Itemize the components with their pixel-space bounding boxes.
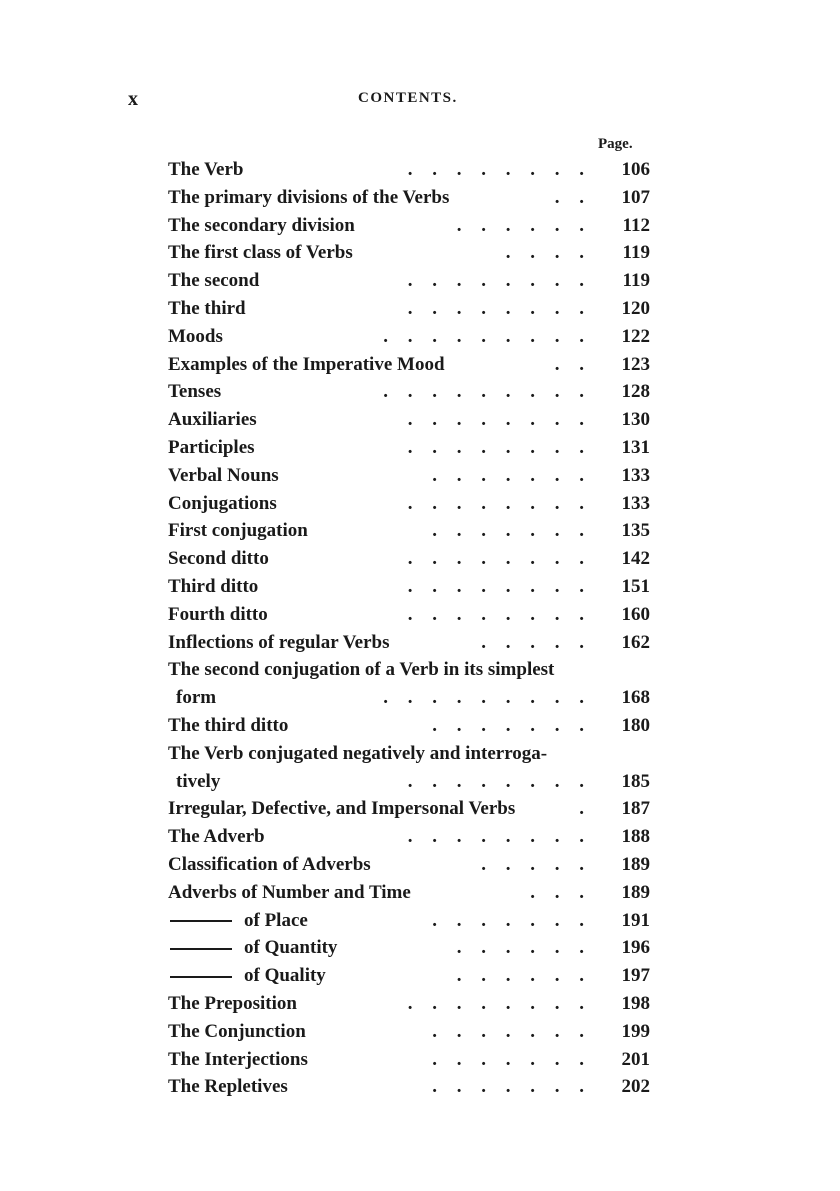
toc-entry — [168, 656, 658, 684]
toc-entry-title — [168, 1046, 308, 1074]
dot-leader: . . . — [530, 881, 584, 903]
dot-leader: . . — [554, 186, 584, 208]
toc-entry-page: 120 — [621, 297, 650, 319]
toc-entry-title — [168, 156, 244, 184]
toc-entry-label: The Adverb — [168, 826, 265, 848]
dot-leader: . . . . . . . . — [407, 770, 584, 792]
toc-entry-title — [168, 879, 411, 907]
toc-entry-title — [168, 740, 547, 768]
toc-entry-page: 128 — [621, 381, 650, 403]
toc-entry-title — [168, 378, 221, 406]
toc-entry-label: of Quantity — [244, 937, 338, 959]
toc-entry-page: 189 — [621, 853, 650, 875]
toc-entry — [168, 1073, 658, 1101]
toc-entry-page: 191 — [621, 909, 650, 931]
toc-entry-label: Verbal Nouns — [168, 464, 279, 486]
toc-entry — [168, 768, 658, 796]
toc-entry-label: Moods — [168, 325, 223, 347]
toc-entry — [168, 990, 658, 1018]
toc-entry — [168, 684, 658, 712]
running-head: CONTENTS. — [358, 90, 458, 106]
toc-entry — [168, 712, 658, 740]
toc-entry-title — [168, 851, 371, 879]
toc-entry-label: form — [176, 687, 217, 709]
page-header — [128, 88, 688, 114]
toc-entry-page: 201 — [621, 1048, 650, 1070]
dot-leader: . . . . . . . . — [407, 826, 584, 848]
page-number: x — [128, 88, 138, 110]
toc-entry-title — [168, 656, 554, 684]
ditto-dash — [170, 920, 232, 922]
toc-entry-page: 122 — [621, 325, 650, 347]
toc-entry-title — [168, 462, 279, 490]
dot-leader: . . . . . . — [456, 937, 584, 959]
toc-entry — [168, 378, 658, 406]
toc-entry-title — [168, 629, 390, 657]
toc-entry-page: 198 — [621, 992, 650, 1014]
toc-entry — [168, 323, 658, 351]
toc-entry — [168, 267, 658, 295]
toc-entry-title — [168, 351, 445, 379]
toc-entry-label: Third ditto — [168, 575, 259, 597]
toc-entry-page: 106 — [621, 159, 650, 180]
toc-entry-title — [168, 239, 353, 267]
toc-entry-title — [168, 795, 515, 823]
toc-entry-label: Adverbs of Number and Time — [168, 881, 411, 903]
dot-leader: . . . . . . . . . — [383, 381, 584, 403]
toc-entry-title — [168, 601, 268, 629]
toc-entry-page: 151 — [621, 575, 650, 597]
toc-entry — [168, 851, 658, 879]
toc-entry-title — [168, 212, 355, 240]
toc-entry-page: 168 — [621, 687, 650, 709]
toc-entry — [168, 490, 658, 518]
toc-entry-label: Auxiliaries — [168, 409, 257, 431]
toc-entry-title — [168, 406, 257, 434]
toc-entry-label: of Place — [244, 909, 308, 931]
toc-entry-title — [168, 1018, 306, 1046]
toc-entry-label: Inflections of regular Verbs — [168, 631, 390, 653]
toc-entry-label: The secondary division — [168, 214, 355, 236]
toc-entry — [168, 740, 658, 768]
toc-entry-page: 133 — [621, 492, 650, 514]
toc-entry-page: 196 — [621, 937, 650, 959]
dot-leader: . . . . . — [481, 631, 584, 653]
toc-entry-page: 185 — [621, 770, 650, 792]
dot-leader: . . . . . . . — [432, 520, 584, 542]
toc-entry — [168, 462, 658, 490]
toc-entry-label: Tenses — [168, 381, 222, 403]
toc-entry-label: Second ditto — [168, 548, 269, 570]
toc-entry-label: First conjugation — [168, 520, 308, 542]
toc-entry-page: 130 — [621, 409, 650, 431]
toc-entry-page: 112 — [622, 214, 650, 236]
dot-leader: . . . . . . — [456, 965, 584, 987]
toc-entry-title — [168, 490, 277, 518]
toc-entry-page: 107 — [621, 186, 650, 208]
toc-entry-label: The Preposition — [168, 992, 297, 1014]
toc-entry — [168, 239, 658, 267]
dot-leader: . . . . . . . — [432, 1048, 584, 1070]
toc-entry — [168, 573, 658, 601]
toc-entry-page: 160 — [621, 603, 650, 625]
dot-leader: . . . . . . . . — [407, 297, 584, 319]
toc-entry-title — [168, 712, 288, 740]
dot-leader: . . . . . . . . — [407, 548, 584, 570]
toc-entry-page: 199 — [621, 1020, 650, 1042]
dot-leader: . . . . . . . . — [407, 159, 584, 180]
dot-leader: . . . . . . . . — [407, 603, 584, 625]
toc-entry-page: 135 — [621, 520, 650, 542]
toc-entry — [168, 879, 658, 907]
dot-leader: . . . . . . . . . — [383, 325, 584, 347]
toc-entry-title — [168, 962, 326, 990]
toc-entry — [168, 184, 658, 212]
toc-entry-page: 133 — [621, 464, 650, 486]
toc-entry-label: The second — [168, 270, 260, 292]
toc-entry — [168, 1046, 658, 1074]
dot-leader: . . . . . . . . — [407, 409, 584, 431]
toc-entry-page: 189 — [621, 881, 650, 903]
toc-entry-page: 202 — [621, 1076, 650, 1098]
toc-entry-page: 162 — [621, 631, 650, 653]
toc-entry-title — [176, 684, 216, 712]
toc-entry-label: The second conjugation of a Verb in its simplest — [168, 659, 555, 681]
toc-entry — [168, 907, 658, 935]
toc-entry-title — [168, 323, 223, 351]
toc-entry-title — [168, 823, 265, 851]
toc-entry-label: The Verb — [168, 159, 244, 180]
toc-entry-label: The Interjections — [168, 1048, 308, 1070]
dot-leader: . . . . . . . . . — [383, 687, 584, 709]
toc-entry-title — [168, 545, 269, 573]
toc-entry — [168, 1018, 658, 1046]
table-of-contents — [168, 156, 658, 1101]
toc-entry-title — [168, 517, 308, 545]
dot-leader: . — [579, 798, 584, 820]
toc-entry-page: 131 — [621, 436, 650, 458]
dot-leader: . . . . . . . — [432, 1076, 584, 1098]
dot-leader: . . — [554, 353, 584, 375]
toc-entry-label: Conjugations — [168, 492, 277, 514]
dot-leader: . . . . — [505, 242, 584, 264]
toc-entry-page: 123 — [621, 353, 650, 375]
toc-entry — [168, 934, 658, 962]
dot-leader: . . . . . . . — [432, 1020, 584, 1042]
ditto-dash — [170, 948, 232, 950]
toc-entry — [168, 545, 658, 573]
toc-entry-title — [168, 573, 258, 601]
toc-entry-page: 119 — [622, 242, 650, 264]
toc-entry — [168, 601, 658, 629]
toc-entry — [168, 156, 658, 184]
dot-leader: . . . . . . — [456, 214, 584, 236]
dot-leader: . . . . . . . — [432, 714, 584, 736]
toc-entry — [168, 406, 658, 434]
toc-entry-title — [168, 434, 255, 462]
toc-entry — [168, 434, 658, 462]
dot-leader: . . . . . — [481, 853, 584, 875]
toc-entry-label: of Quality — [244, 965, 326, 987]
toc-entry-page: 180 — [621, 714, 650, 736]
dot-leader: . . . . . . . . — [407, 575, 584, 597]
toc-entry-title — [168, 934, 337, 962]
toc-entry-title — [168, 990, 297, 1018]
toc-entry — [168, 962, 658, 990]
toc-entry-title — [176, 768, 220, 796]
toc-entry-title — [168, 907, 308, 935]
toc-entry-title — [168, 295, 246, 323]
toc-entry-page: 197 — [621, 965, 650, 987]
toc-entry-label: The third ditto — [168, 714, 289, 736]
dot-leader: . . . . . . . — [432, 464, 584, 486]
toc-entry-page: 188 — [621, 826, 650, 848]
toc-entry-title — [168, 184, 449, 212]
ditto-dash — [170, 976, 232, 978]
toc-entry-label: The third — [168, 297, 246, 319]
toc-entry-label: Classification of Adverbs — [168, 853, 371, 875]
toc-entry — [168, 351, 658, 379]
toc-entry — [168, 212, 658, 240]
toc-entry-page: 119 — [622, 270, 650, 292]
toc-entry-label: Fourth ditto — [168, 603, 268, 625]
toc-entry — [168, 517, 658, 545]
toc-entry-label: The primary divisions of the Verbs — [168, 186, 450, 208]
toc-entry — [168, 629, 658, 657]
toc-entry-title — [168, 1073, 288, 1101]
toc-entry — [168, 823, 658, 851]
dot-leader: . . . . . . . . — [407, 436, 584, 458]
page-column-label: Page. — [598, 136, 633, 152]
toc-entry-page: 142 — [621, 548, 650, 570]
toc-entry — [168, 795, 658, 823]
toc-entry — [168, 295, 658, 323]
dot-leader: . . . . . . . . — [407, 492, 584, 514]
toc-entry-label: The first class of Verbs — [168, 242, 353, 264]
toc-entry-label: Participles — [168, 436, 255, 458]
toc-entry-label: tively — [176, 770, 221, 792]
toc-entry-label: The Conjunction — [168, 1020, 306, 1042]
dot-leader: . . . . . . . — [432, 909, 584, 931]
dot-leader: . . . . . . . . — [407, 992, 584, 1014]
dot-leader: . . . . . . . . — [407, 270, 584, 292]
toc-entry-label: The Verb conjugated negatively and interroga- — [168, 742, 548, 764]
toc-entry-title — [168, 267, 259, 295]
toc-entry-label: Irregular, Defective, and Impersonal Verbs — [168, 798, 516, 820]
toc-entry-label: The Repletives — [168, 1076, 288, 1098]
toc-entry-label: Examples of the Imperative Mood — [168, 353, 445, 375]
toc-entry-page: 187 — [621, 798, 650, 820]
